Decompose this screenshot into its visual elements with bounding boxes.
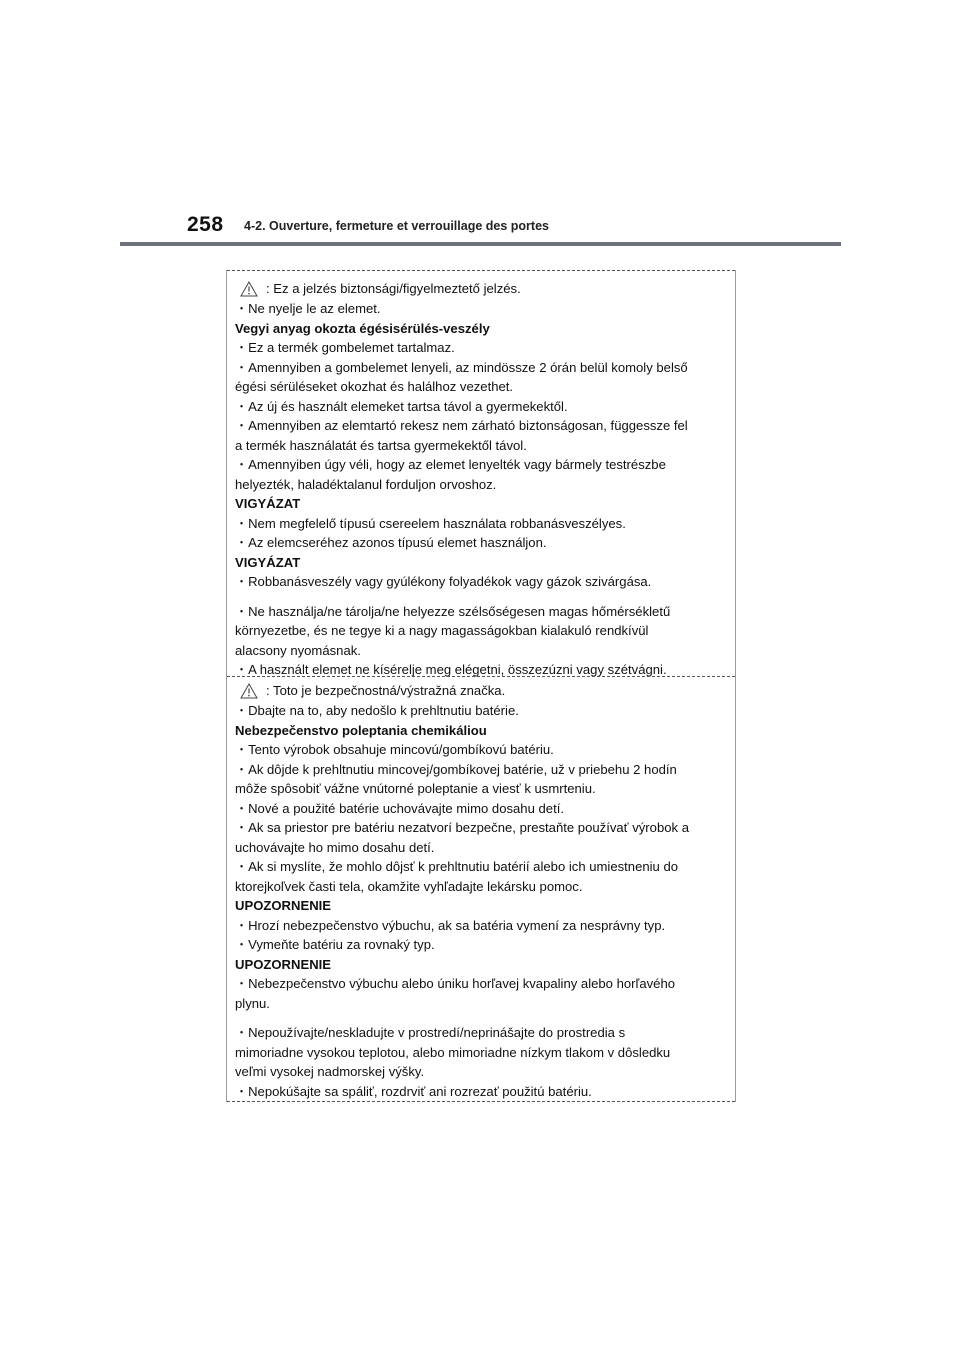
sk-line: ・Hrozí nebezpečenstvo výbuchu, ak sa batéria vymení za nesprávny typ. [235, 917, 666, 933]
battery-warning-box [226, 270, 736, 1102]
hu-spacer [235, 592, 729, 602]
box-bottom-border [227, 1101, 735, 1102]
hu-line: ・Az új és használt elemeket tartsa távol a gyermekektől. [235, 398, 568, 414]
hungarian-warning-section [235, 278, 729, 680]
hu-line: ・Ez a termék gombelemet tartalmaz. [235, 340, 455, 355]
hu-line: égési sérüléseket okozhat és halálhoz vezethet. [235, 379, 514, 394]
sk-line: ・Vymeňte batériu za rovnaký typ. [235, 937, 435, 952]
hungarian-warning-symbol-line [235, 278, 729, 299]
sk-line: ・Nepoužívajte/neskladujte v prostredí/neprinášajte do prostredia s [235, 1025, 626, 1040]
sk-line: ・Ak dôjde k prehltnutiu mincovej/gombíkovej batérie, už v priebehu 2 hodín [235, 761, 677, 777]
hu-line: a termék használatát és tartsa gyermekektől távol. [235, 437, 527, 453]
sk-line: môže spôsobiť vážne vnútorné poleptanie a viesť k usmrteniu. [235, 781, 596, 796]
hu-line: ・Amennyiben az elemtartó rekesz nem zárható biztonságosan, függessze fel [235, 418, 688, 433]
sk-heading-chemical-burn: Nebezpečenstvo poleptania chemikáliou [235, 722, 487, 738]
hungarian-warning-symbol-text: : Ez a jelzés biztonsági/figyelmeztető jelzés. [266, 280, 521, 296]
sk-line: mimoriadne vysokou teplotou, alebo mimoriadne nízkym tlakom v dôsledku [235, 1044, 671, 1060]
sk-line: ・Nebezpečenstvo výbuchu alebo úniku horľavej kvapaliny alebo horľavého [235, 976, 676, 991]
sk-line: uchovávajte ho mimo dosahu detí. [235, 839, 435, 855]
hu-heading-chemical-burn: Vegyi anyag okozta égésisérülés-veszély [235, 320, 490, 336]
sk-line: ・Ak sa priestor pre batériu nezatvorí bezpečne, prestaňte používať výrobok a [235, 820, 689, 835]
sk-heading-caution: UPOZORNENIE [235, 956, 332, 972]
sk-line: veľmi vysokej nadmorskej výšky. [235, 1064, 425, 1079]
box-top-border [227, 270, 735, 271]
slovak-warning-symbol-line [235, 680, 729, 701]
page-number: 258 [187, 213, 224, 236]
warning-triangle-icon [240, 683, 258, 699]
hu-line: környezetbe, és ne tegye ki a nagy magasságokban kialakuló rendkívül [235, 623, 649, 638]
hu-line: helyezték, haladéktalanul forduljon orvoshoz. [235, 476, 497, 492]
hu-line: alacsony nyomásnak. [235, 642, 361, 658]
sk-line: ・Tento výrobok obsahuje mincovú/gombíkovú batériu. [235, 742, 554, 757]
hu-line: ・Amennyiben a gombelemet lenyeli, az mindössze 2 órán belül komoly belső [235, 359, 688, 375]
section-title: 4-2. Ouverture, fermeture et verrouillage des portes [244, 219, 549, 233]
section-divider [227, 676, 735, 677]
sk-line: ・Nepokúšajte sa spáliť, rozdrviť ani rozrezať použitú batériu. [235, 1083, 592, 1099]
slovak-warning-section [235, 680, 729, 1101]
sk-heading-caution: UPOZORNENIE [235, 898, 332, 913]
hu-line: ・Amennyiben úgy véli, hogy az elemet lenyelték vagy bármely testrészbe [235, 457, 666, 472]
sk-line: ・Dbajte na to, aby nedošlo k prehltnutiu batérie. [235, 703, 519, 718]
sk-line: ktorejkoľvek časti tela, okamžite vyhľadajte lekársku pomoc. [235, 878, 583, 894]
hu-line: ・Az elemcseréhez azonos típusú elemet használjon. [235, 535, 547, 550]
sk-line: plynu. [235, 995, 270, 1011]
hu-heading-caution: VIGYÁZAT [235, 496, 301, 511]
sk-line: ・Ak si myslíte, že mohlo dôjsť k prehltnutiu batérií alebo ich umiestneniu do [235, 859, 679, 874]
hu-line: ・Robbanásveszély vagy gyúlékony folyadékok vagy gázok szivárgása. [235, 574, 652, 589]
hu-line: ・Ne nyelje le az elemet. [235, 301, 381, 316]
warning-triangle-icon [240, 281, 258, 297]
slovak-warning-symbol-text: : Toto je bezpečnostná/výstražná značka. [266, 682, 506, 698]
hu-line: ・Nem megfelelő típusú csereelem használata robbanásveszélyes. [235, 515, 626, 531]
hu-line: ・A használt elemet ne kísérelje meg elégetni, összezúzni vagy szétvágni. [235, 662, 667, 677]
hu-heading-caution: VIGYÁZAT [235, 554, 301, 570]
sk-spacer [235, 1013, 729, 1023]
header-rule [120, 242, 841, 246]
hu-line: ・Ne használja/ne tárolja/ne helyezze szélsőségesen magas hőmérsékletű [235, 603, 671, 619]
sk-line: ・Nové a použité batérie uchovávajte mimo dosahu detí. [235, 800, 564, 816]
